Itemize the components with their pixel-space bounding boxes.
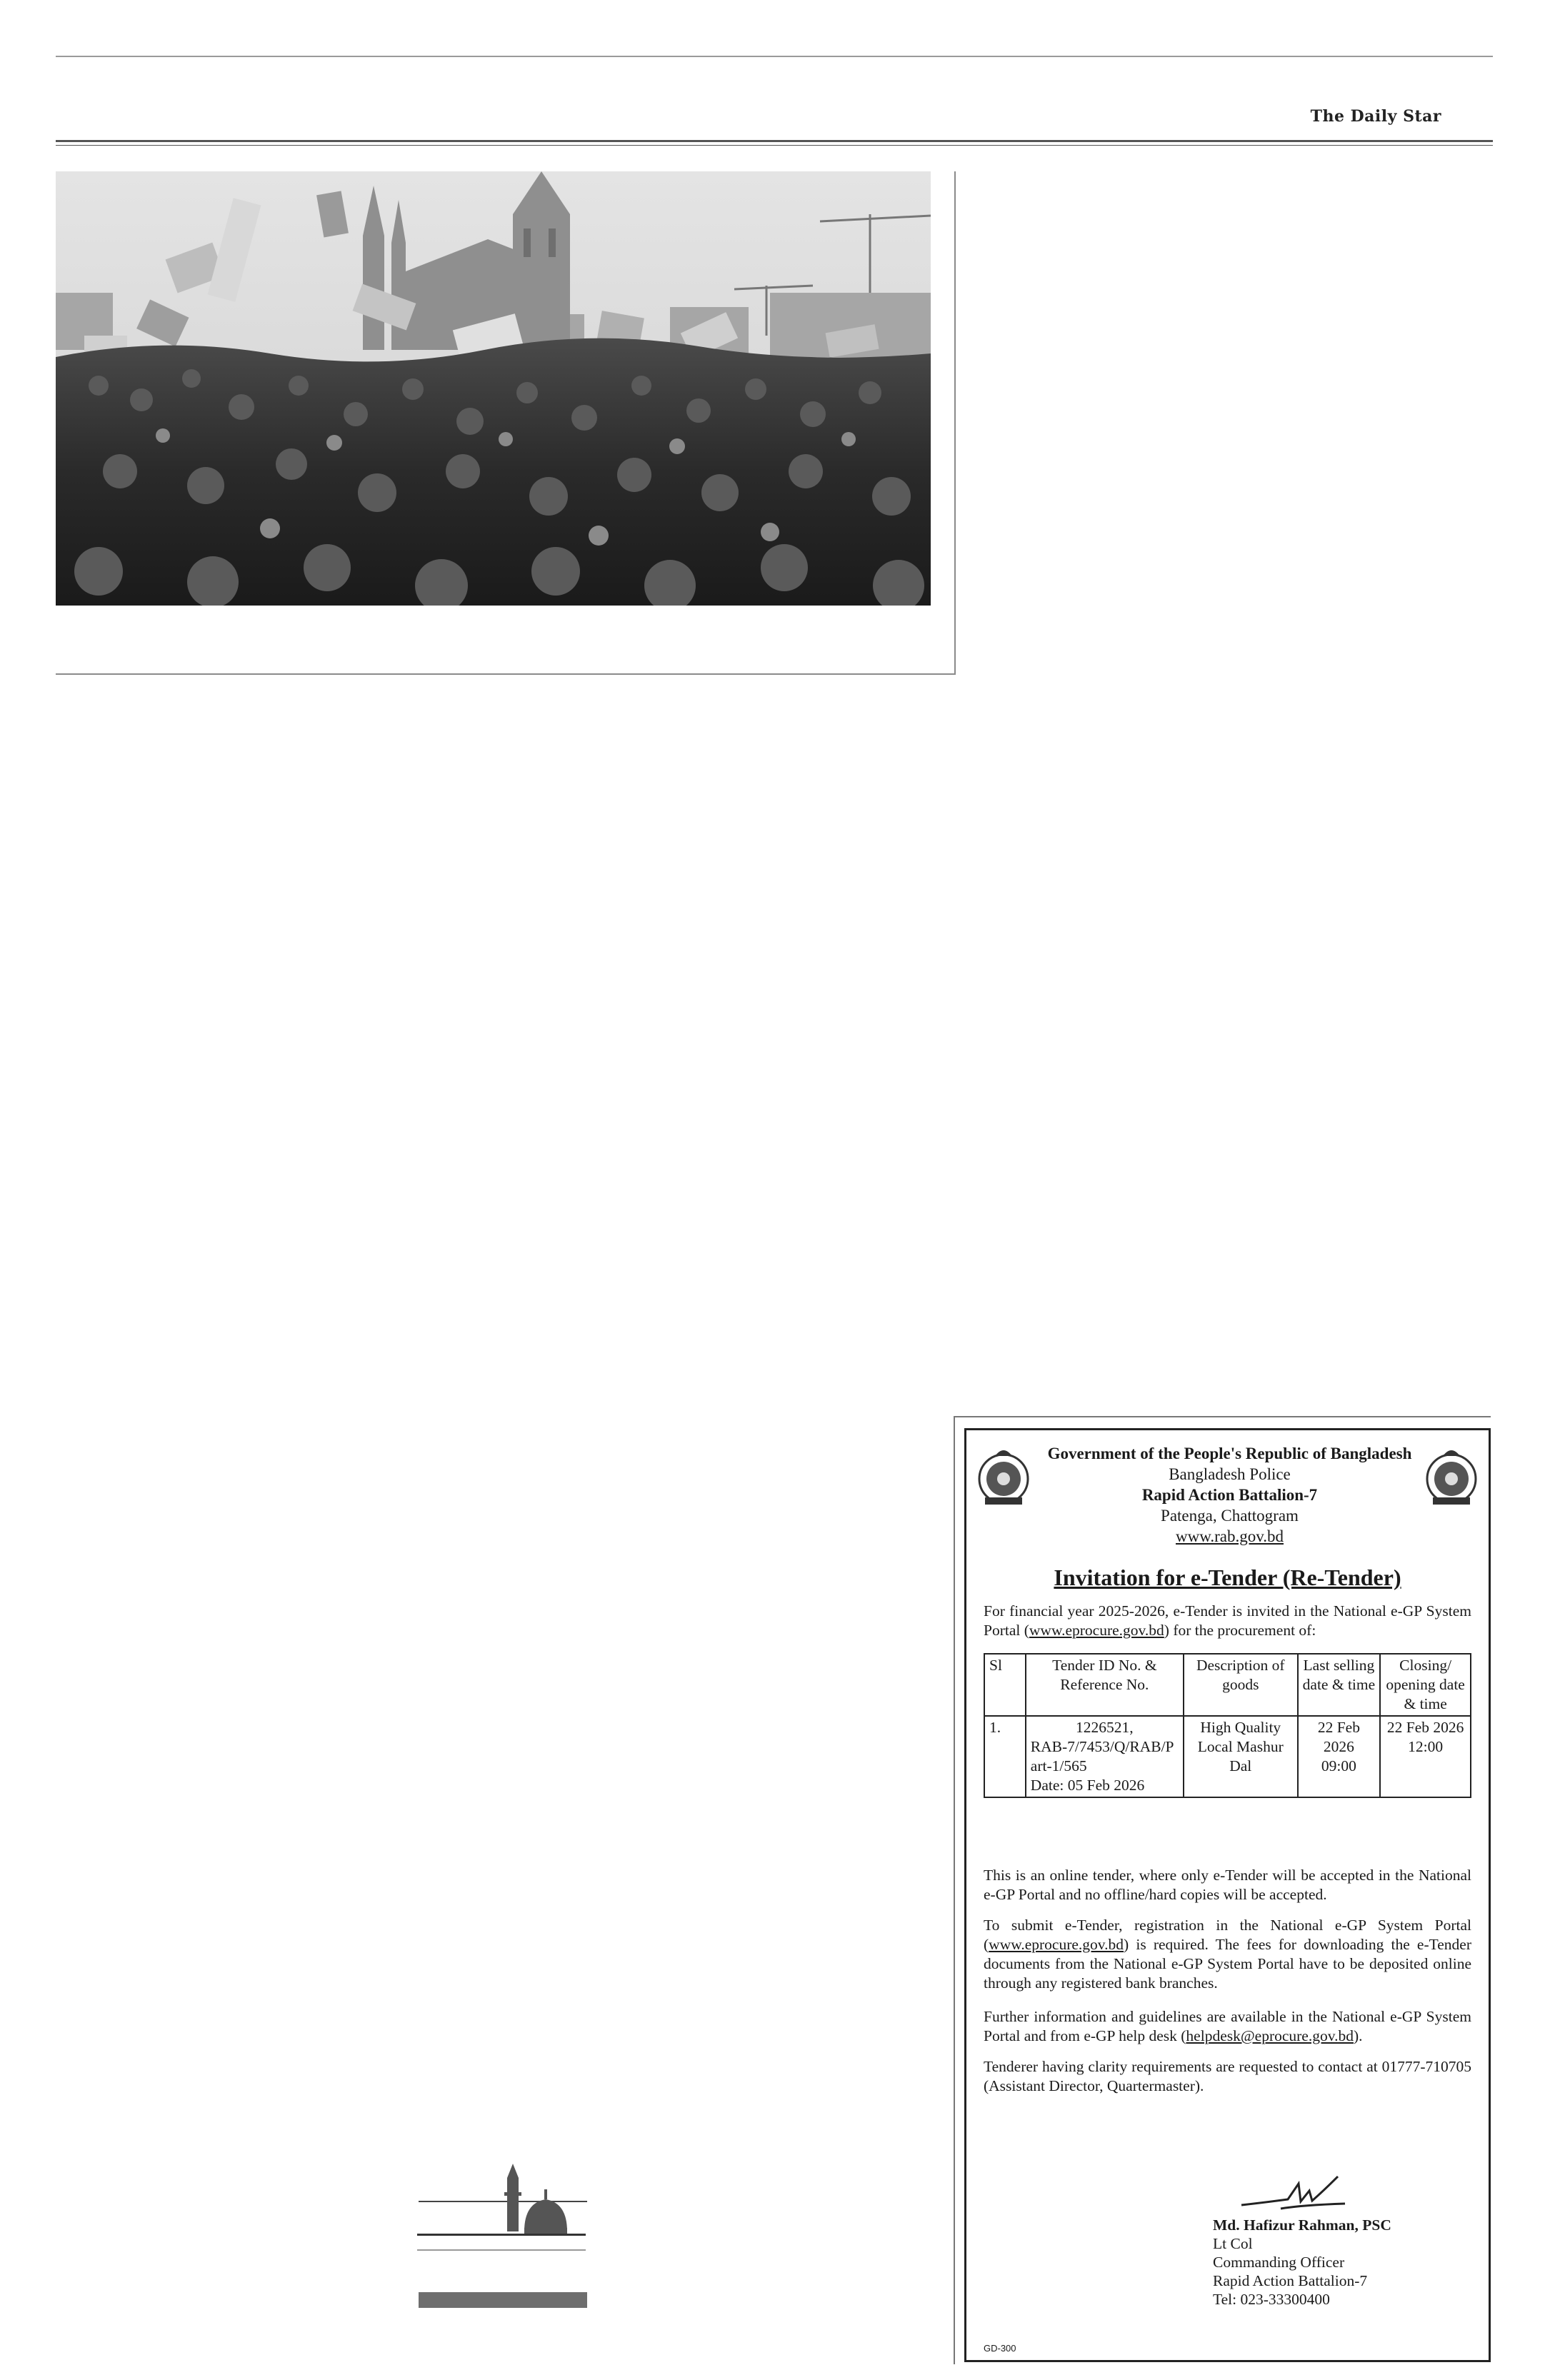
helpdesk-email-link[interactable]: helpdesk@eprocure.gov.bd [1186,2027,1354,2044]
tender-date: Date: 05 Feb 2026 [1030,1777,1145,1794]
col-header-description: Description of goods [1184,1654,1298,1716]
rab-emblem-icon [1423,1443,1480,1507]
contact-paragraph: Tenderer having clarity requirements are requested to contact at 01777-710705 (Assistant Director, Quartermaster). [984,2058,1471,2094]
tender-id-number: 1226521, [1076,1719,1134,1736]
eprocure-link[interactable]: www.eprocure.gov.bd [1029,1622,1164,1639]
tender-title: Invitation for e-Tender (Re-Tender) [1054,1565,1401,1590]
registration-text-end: ) is required. The fees for downloading the e-Tender documents from the National e-GP System Portal have to be deposited online through any registered bank branches. [984,1936,1471,1992]
signatory-block [1213,2216,1391,2309]
masthead-double-rule [56,140,1493,146]
crowd-photo-illustration [56,171,931,606]
signature-icon [1238,2169,1352,2219]
table-header-row [984,1654,1471,1716]
intro-paragraph [984,1602,1471,1640]
col-header-tender-id: Tender ID No. & Reference No. [1026,1654,1184,1716]
signatory-name: Md. Hafizur Rahman, PSC [1213,2216,1391,2234]
signatory-position: Commanding Officer [1213,2254,1345,2271]
signatory-rank: Lt Col [1213,2235,1253,2252]
cell-closing [1380,1716,1471,1797]
eprocure-link-2[interactable]: www.eprocure.gov.bd [989,1936,1124,1953]
signatory-tel: Tel: 023-33300400 [1213,2291,1330,2308]
guidelines-paragraph [984,2007,1471,2046]
closing-time: 12:00 [1408,1738,1444,1755]
ad-header [1038,1443,1421,1547]
col-header-sl: Sl [984,1654,1026,1716]
tender-reference: RAB-7/7453/Q/RAB/Part-1/565 [1030,1738,1174,1774]
guidelines-text: Further information and guidelines are available in the National e-GP System Portal and from e-GP help desk ( [984,2008,1471,2044]
col-header-last-selling: Last selling date & time [1298,1654,1381,1716]
mosque-silhouette-icon [417,2164,586,2256]
table-row [984,1716,1471,1797]
rab-emblem-icon [975,1443,1032,1507]
intro-text: For financial year 2025-2026, e-Tender is invited in the National e-GP System Portal ( [984,1602,1471,1639]
masthead-logo: The Daily Star [1310,107,1441,126]
cell-last-selling [1298,1716,1381,1797]
closing-date: 22 Feb 2026 [1386,1719,1464,1736]
registration-paragraph [984,1916,1471,1993]
last-selling-time: 09:00 [1321,1757,1356,1774]
top-rule [56,56,1493,57]
last-selling-date: 22 Feb 2026 [1317,1719,1360,1755]
header-line-1: Government of the People's Republic of Bangladesh [1047,1445,1412,1462]
tender-advertisement [964,1428,1491,2362]
tender-table [984,1653,1471,1798]
col-header-closing: Closing/ opening date & time [1380,1654,1471,1716]
intro-text-end: ) for the procurement of: [1164,1622,1316,1639]
ad-code: GD-300 [984,2343,1016,2354]
news-photo [56,171,931,606]
registration-text: To submit e-Tender, registration in the National e-GP System Portal ( [984,1917,1471,1953]
cell-tender-id [1026,1716,1184,1797]
online-tender-paragraph: This is an online tender, where only e-Tender will be accepted in the National e-GP Portal and no offline/hard copies will be accepted. [984,1867,1471,1903]
signatory-unit: Rapid Action Battalion-7 [1213,2272,1368,2289]
header-line-3: Rapid Action Battalion-7 [1141,1486,1318,1504]
bottom-grey-bar [419,2292,587,2308]
cell-description: High Quality Local Mashur Dal [1184,1716,1298,1797]
header-website-link[interactable]: www.rab.gov.bd [1176,1527,1284,1545]
photo-frame [56,171,956,675]
mosque-icon [417,2164,586,2256]
cell-sl: 1. [984,1716,1026,1797]
header-line-2: Bangladesh Police [1169,1465,1291,1483]
guidelines-text-end: ). [1353,2027,1363,2044]
header-line-4: Patenga, Chattogram [1161,1507,1299,1525]
